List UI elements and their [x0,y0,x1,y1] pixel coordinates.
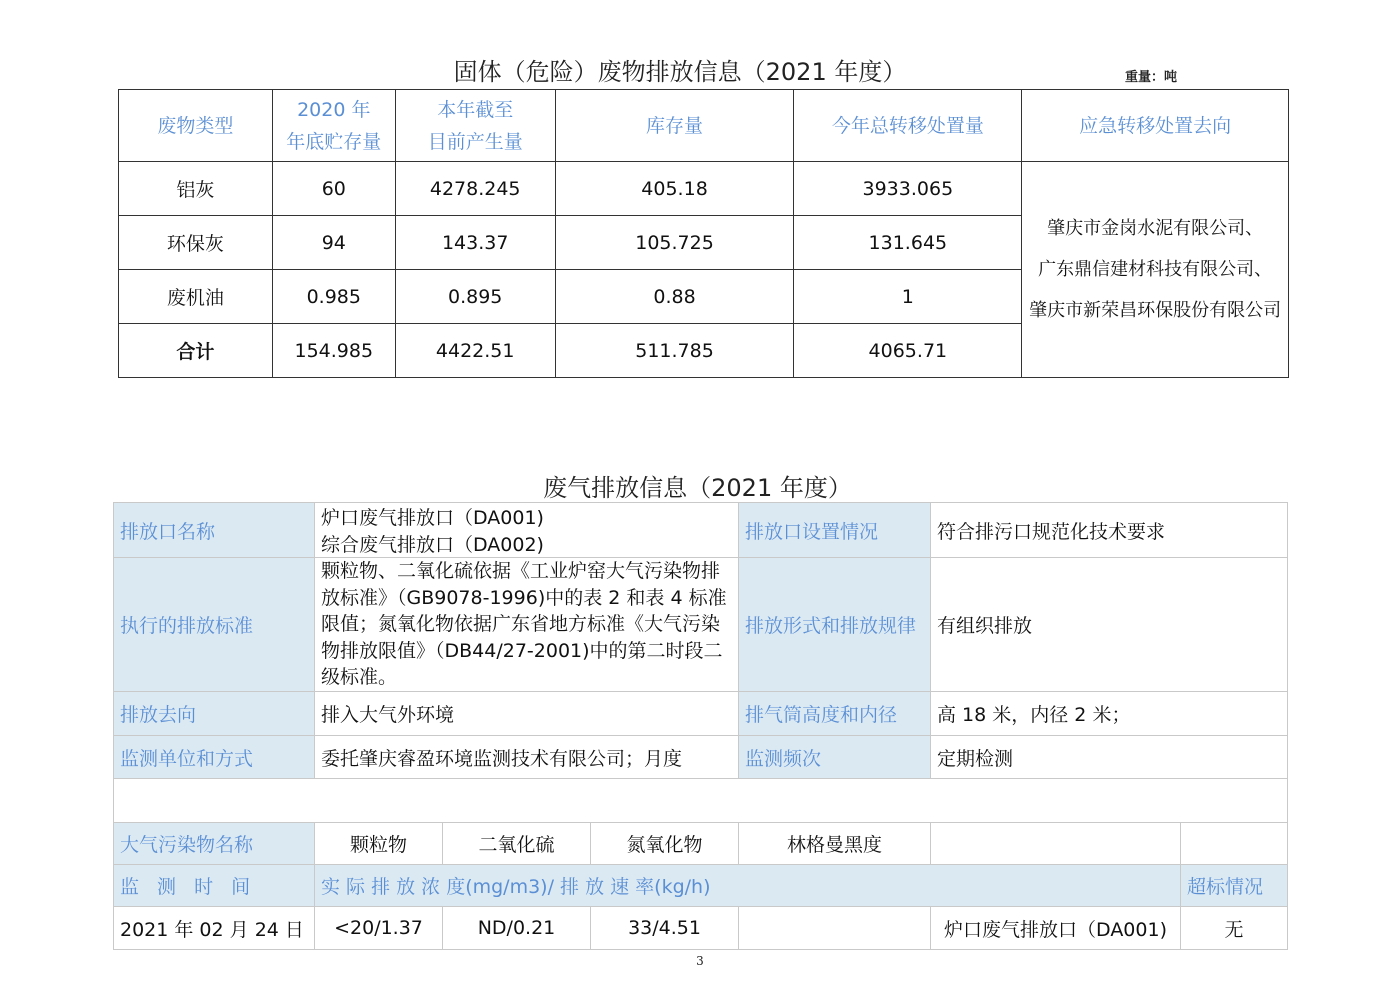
measurement-row [114,907,1288,950]
standard-label: 执行的排放标准 [114,558,315,692]
produced: 4422.51 [395,324,555,378]
outlet-name-label: 排放口名称 [114,503,315,558]
exhaust-gas-title: 废气排放信息（2021 年度） [543,474,852,502]
outlet-setup-value: 符合排污口规范化技术要求 [931,503,1288,558]
direction-value: 排入大气外环境 [315,692,739,736]
empty-cell [931,823,1181,865]
prev-stock: 154.985 [272,324,395,378]
form-label: 排放形式和排放规律 [739,558,931,692]
pollutant-label: 大气污染物名称 [114,823,315,865]
stock: 105.725 [555,216,794,270]
stack-value: 高 18 米，内径 2 米； [931,692,1288,736]
header-waste-type: 废物类型 [119,90,273,162]
stack-label: 排气筒高度和内径 [739,692,931,736]
pollutant-so2: 二氧化硫 [443,823,591,865]
solid-waste-table [118,89,1289,378]
transferred: 1 [794,270,1022,324]
pollutant-pm: 颗粒物 [315,823,443,865]
table-row [114,736,1288,779]
pollutant-ringelmann: 林格曼黑度 [739,823,931,865]
header-destination: 应急转移处置去向 [1022,90,1289,162]
header-stock: 库存量 [555,90,794,162]
form-value: 有组织排放 [931,558,1288,692]
waste-type: 废机油 [119,270,273,324]
transferred: 4065.71 [794,324,1022,378]
monitor-value: 委托肇庆睿盈环境监测技术有限公司；月度 [315,736,739,779]
pollutant-nox: 氮氧化物 [591,823,739,865]
standard-value: 颗粒物、二氧化硫依据《工业炉窑大气污染物排 放标准》（GB9078-1996)中的表 2 和表 4 标准 限值；氮氧化物依据广东省地方标准《大气污染 物排放限值》（DB44/27-2001)中的第二时段二 级标准。 [315,558,739,692]
destination-list [1022,162,1289,378]
unit-label: 重量：吨 [1125,70,1178,85]
table-header-row [119,90,1289,162]
measure-exceed: 无 [1181,907,1288,950]
destination-item: 肇庆市金岗水泥有限公司、 [1047,218,1264,239]
prev-stock: 0.985 [272,270,395,324]
prev-stock: 60 [272,162,395,216]
blank-row [114,779,1288,823]
time-label: 监 测 时 间 [114,865,315,907]
header-transferred: 今年总转移处置量 [794,90,1022,162]
prev-stock: 94 [272,216,395,270]
measure-so2: ND/0.21 [443,907,591,950]
measure-pm: <20/1.37 [315,907,443,950]
solid-waste-title: 固体（危险）废物排放信息（2021 年度） [453,58,907,86]
produced: 4278.245 [395,162,555,216]
waste-type: 铝灰 [119,162,273,216]
destination-item: 肇庆市新荣昌环保股份有限公司 [1029,300,1282,321]
exhaust-gas-table [113,502,1288,950]
measure-outlet: 炉口废气排放口（DA001) [931,907,1181,950]
produced: 0.895 [395,270,555,324]
direction-label: 排放去向 [114,692,315,736]
waste-type: 合计 [119,324,273,378]
measure-ringelmann [739,907,931,950]
measure-nox: 33/4.51 [591,907,739,950]
frequency-value: 定期检测 [931,736,1288,779]
table-row [119,162,1289,216]
header-prev-stock: 2020 年 年底贮存量 [272,90,395,162]
pollutant-row [114,823,1288,865]
destination-item: 广东鼎信建材科技有限公司、 [1038,259,1273,280]
empty-cell [1181,823,1288,865]
table-row [114,503,1288,558]
waste-type: 环保灰 [119,216,273,270]
exceed-label: 超标情况 [1181,865,1288,907]
stock: 511.785 [555,324,794,378]
concentration-label: 实 际 排 放 浓 度(mg/m3)/ 排 放 速 率(kg/h) [315,865,1181,907]
table-row [114,692,1288,736]
measure-header-row [114,865,1288,907]
header-produced: 本年截至 目前产生量 [395,90,555,162]
stock: 0.88 [555,270,794,324]
measure-date: 2021 年 02 月 24 日 [114,907,315,950]
page-number: 3 [696,954,704,968]
transferred: 3933.065 [794,162,1022,216]
stock: 405.18 [555,162,794,216]
produced: 143.37 [395,216,555,270]
table-row [114,558,1288,692]
outlet-setup-label: 排放口设置情况 [739,503,931,558]
monitor-label: 监测单位和方式 [114,736,315,779]
transferred: 131.645 [794,216,1022,270]
outlet-names: 炉口废气排放口（DA001) 综合废气排放口（DA002) [315,503,739,558]
frequency-label: 监测频次 [739,736,931,779]
